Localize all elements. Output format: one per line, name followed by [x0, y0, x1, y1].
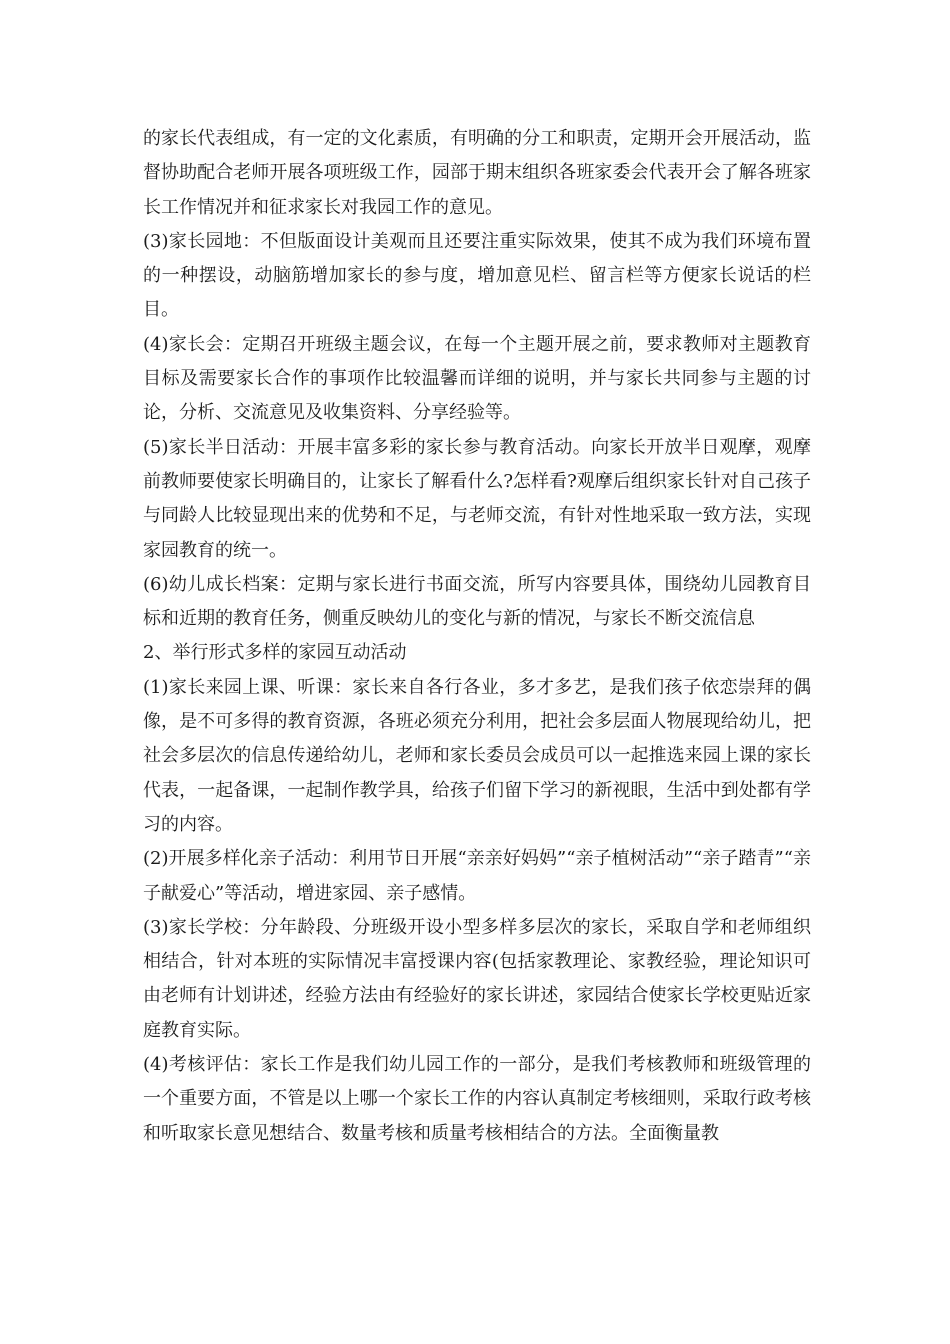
paragraph-growth-archive: (6)幼儿成长档案：定期与家长进行书面交流，所写内容要具体，围绕幼儿园教育目标和近期的教育任务，侧重反映幼儿的变化与新的情况，与家长不断交流信息: [143, 573, 811, 630]
paragraph-committee-continued: 的家长代表组成，有一定的文化素质，有明确的分工和职责，定期开会开展活动，监督协助配合老师开展各项班级工作，园部于期末组织各班家委会代表开会了解各班家长工作情况并和征求家长对我园工作的意见。: [143, 128, 811, 218]
document-body: [143, 122, 811, 1151]
paragraph-parent-school: (3)家长学校：分年龄段、分班级开设小型多样多层次的家长，采取自学和老师组织相结合，针对本班的实际情况丰富授课内容(包括家教理论、家教经验，理论知识可由老师有计划讲述，经验方法由有经验好的家长讲述，家园结合使家长学校更贴近家庭教育实际。: [143, 916, 811, 1041]
paragraph-half-day-activity: (5)家长半日活动：开展丰富多彩的家长参与教育活动。向家长开放半日观摩，观摩前教师要使家长明确目的，让家长了解看什么?怎样看?观摩后组织家长针对自己孩子与同龄人比较显现出来的优势和不足，与老师交流，有针对性地采取一致方法，实现家园教育的统一。: [143, 436, 811, 561]
paragraph-assessment: (4)考核评估：家长工作是我们幼儿园工作的一部分，是我们考核教师和班级管理的一个重要方面，不管是以上哪一个家长工作的内容认真制定考核细则，采取行政考核和听取家长意见想结合、数量考核和质量考核相结合的方法。全面衡量教: [143, 1054, 811, 1144]
paragraph-parent-board: (3)家长园地：不但版面设计美观而且还要注重实际效果，使其不成为我们环境布置的一种摆设，动脑筋增加家长的参与度，增加意见栏、留言栏等方便家长说话的栏目。: [143, 230, 811, 321]
section-heading-interactive-activities: 2、举行形式多样的家园互动活动: [143, 642, 407, 664]
paragraph-parent-meeting: (4)家长会：定期召开班级主题会议，在每一个主题开展之前，要求教师对主题教育目标及需要家长合作的事项作比较温馨而详细的说明，并与家长共同参与主题的讨论，分析、交流意见及收集资料、分享经验等。: [143, 333, 811, 424]
paragraph-parent-teaching: (1)家长来园上课、听课：家长来自各行各业，多才多艺，是我们孩子依恋崇拜的偶像，是不可多得的教育资源，各班必须充分利用，把社会多层面人物展现给幼儿，把社会多层次的信息传递给幼儿，老师和家长委员会成员可以一起推选来园上课的家长代表，一起备课，一起制作教学具，给孩子们留下学习的新视眼，生活中到处都有学习的内容。: [143, 676, 811, 835]
paragraph-parent-child-activities: (2)开展多样化亲子活动：利用节日开展“亲亲好妈妈”“亲子植树活动”“亲子踏青”“亲子献爱心”等活动，增进家园、亲子感情。: [143, 848, 811, 904]
